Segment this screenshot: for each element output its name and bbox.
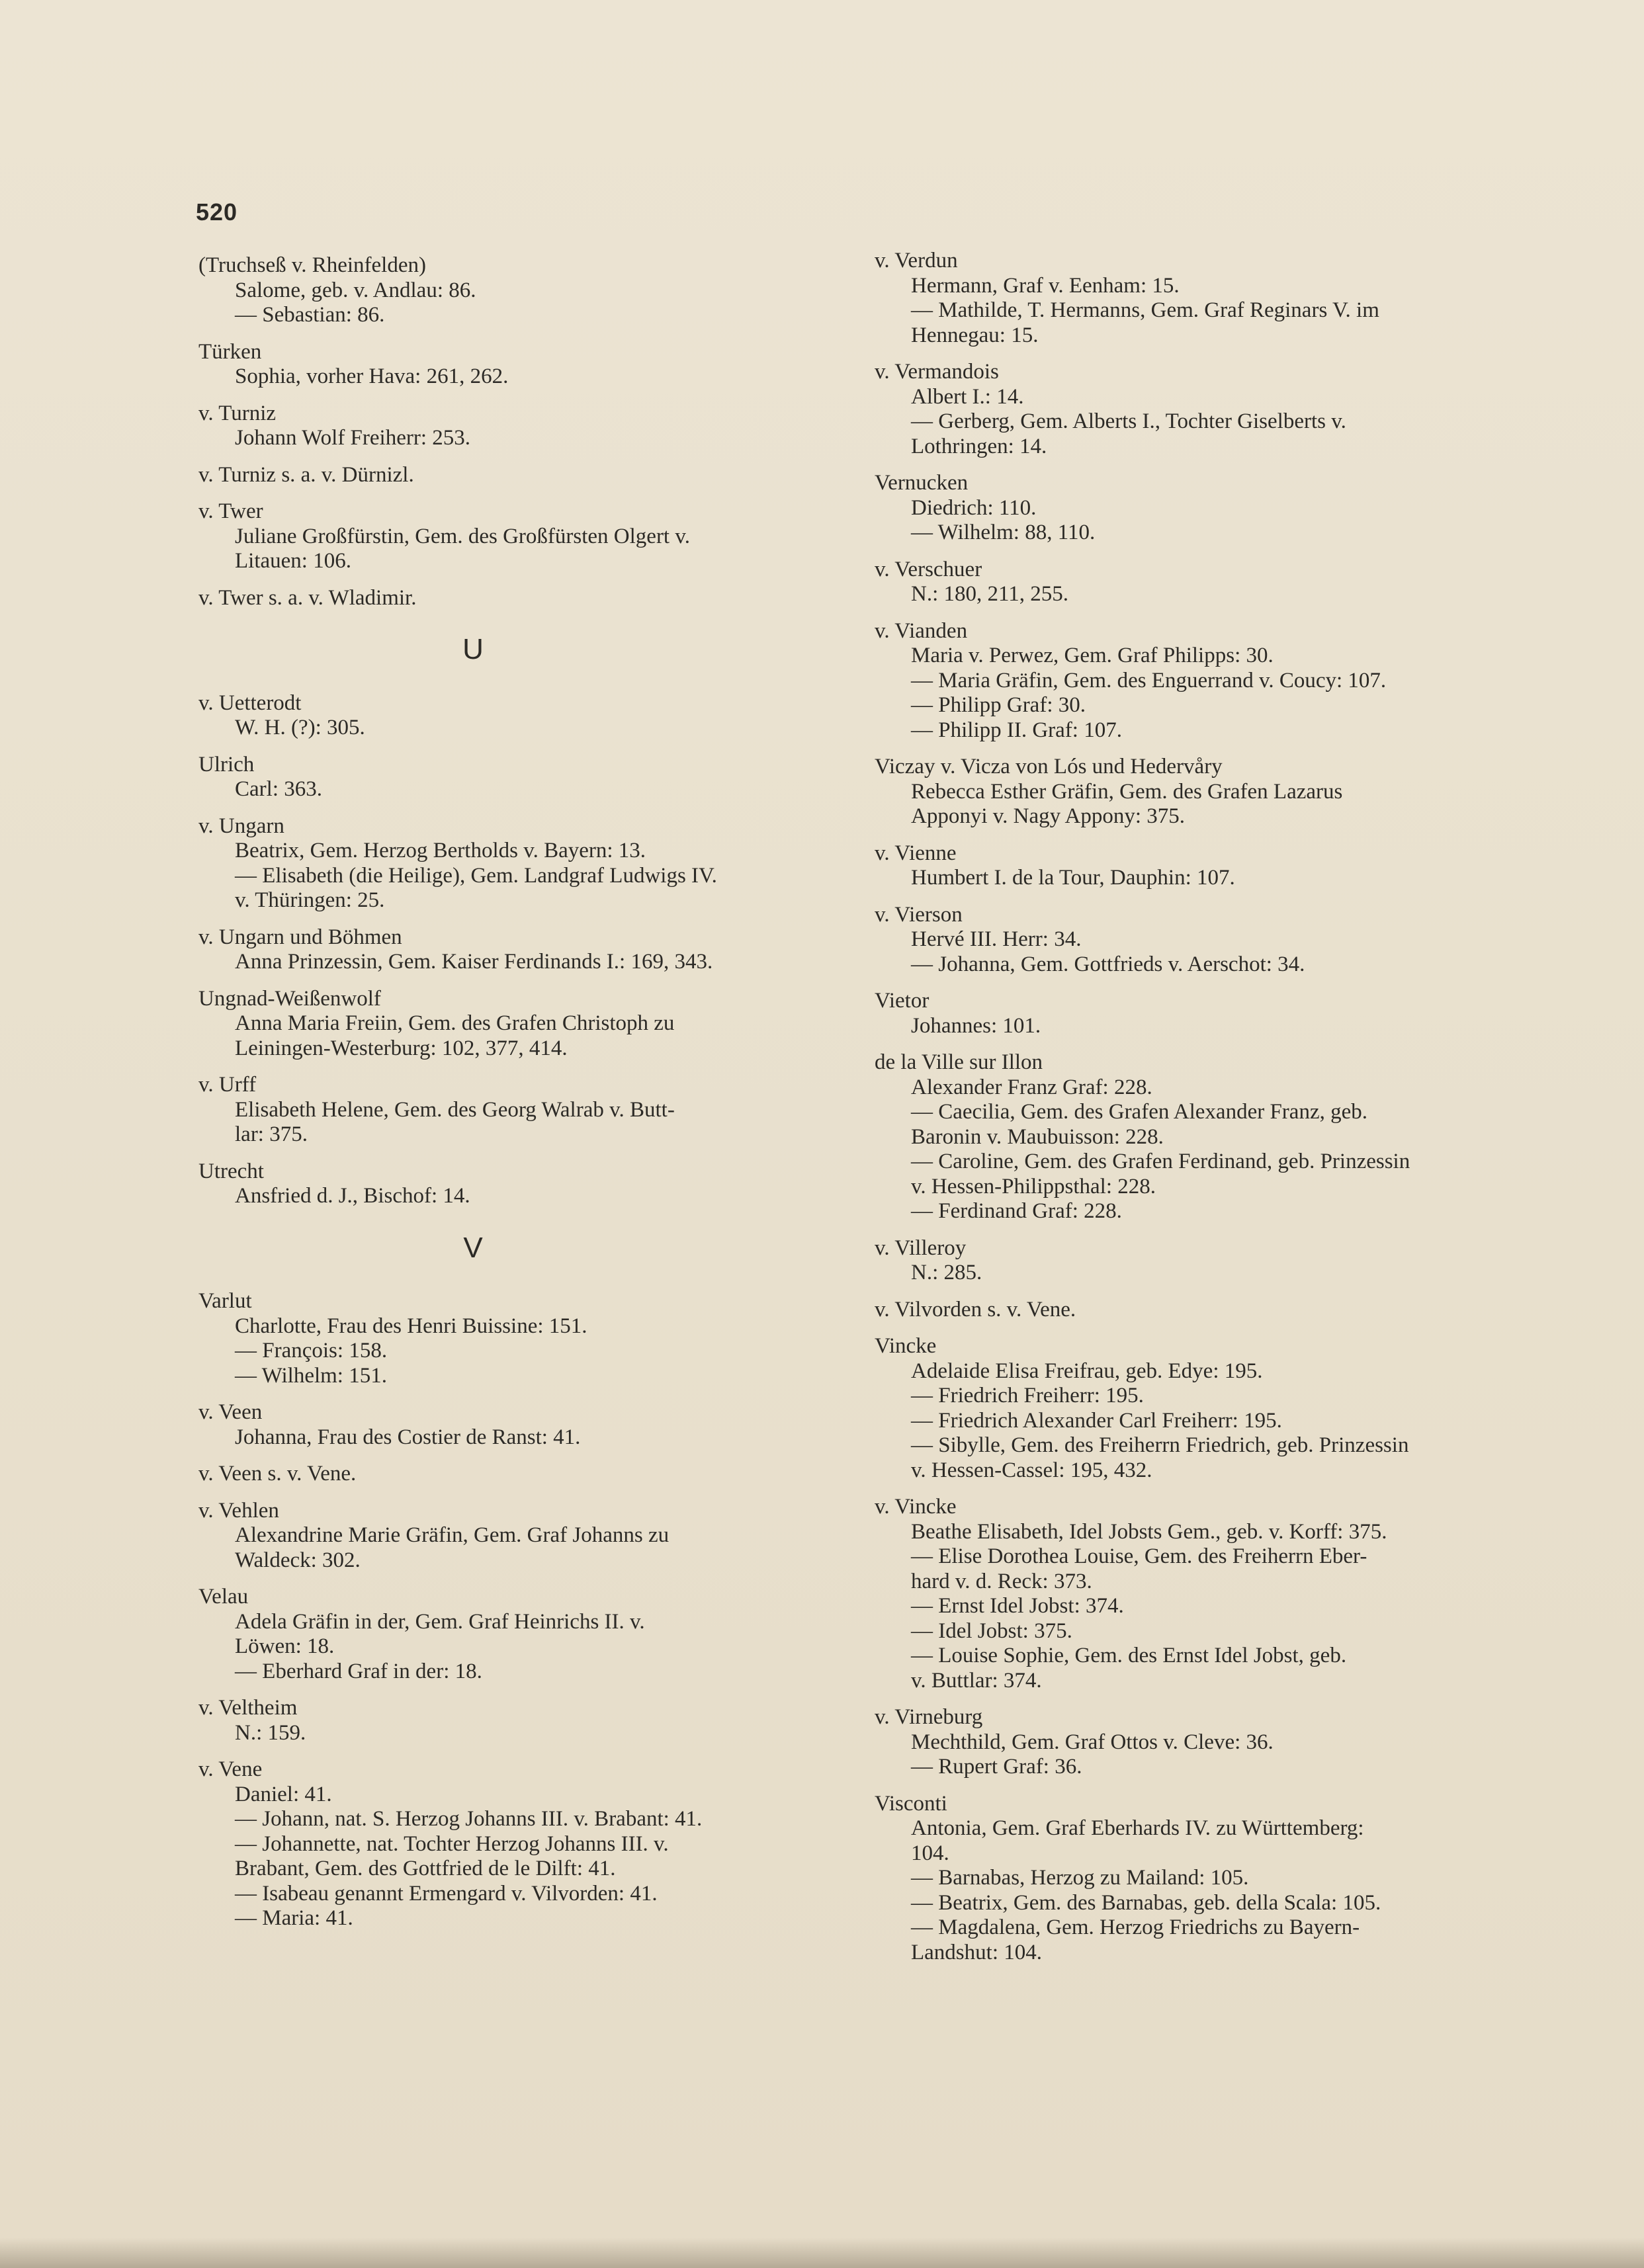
entry-line: v. Buttlar: 374. xyxy=(911,1668,1042,1693)
entry-line: — Wilhelm: 151. xyxy=(235,1363,387,1388)
entry-heading: Ulrich xyxy=(198,752,255,777)
entry-heading: v. Turniz xyxy=(198,401,277,425)
entry-line: — Elise Dorothea Louise, Gem. des Freiherrn Eber- xyxy=(911,1544,1367,1568)
entry-line: Leiningen-Westerburg: 102, 377, 414. xyxy=(235,1036,568,1060)
entry-line: Elisabeth Helene, Gem. des Georg Walrab v. Butt- xyxy=(235,1097,675,1122)
right-column xyxy=(875,249,1530,1977)
entry-heading: v. Ungarn und Böhmen xyxy=(198,925,402,949)
entry-line: Johannes: 101. xyxy=(911,1013,1041,1038)
entry-heading: v. Twer s. a. v. Wladimir. xyxy=(198,585,417,610)
entry-line: Anna Prinzessin, Gem. Kaiser Ferdinands I.: 169, 343. xyxy=(235,950,713,974)
entry-heading: v. Vincke xyxy=(875,1495,957,1519)
entry-line: Charlotte, Frau des Henri Buissine: 151. xyxy=(235,1314,587,1338)
entry-line: lar: 375. xyxy=(235,1122,308,1146)
entry-line: — Idel Jobst: 375. xyxy=(911,1618,1072,1643)
entry-line: Sophia, vorher Hava: 261, 262. xyxy=(235,364,509,388)
entry-heading: v. Verdun xyxy=(875,249,958,273)
index-entry xyxy=(875,1298,1530,1323)
entry-heading: v. Vehlen xyxy=(198,1498,279,1523)
entry-heading: v. Vianden xyxy=(875,618,968,643)
entry-line: — Friedrich Alexander Carl Freiherr: 195. xyxy=(911,1408,1282,1433)
entry-line: v. Thüringen: 25. xyxy=(235,888,385,912)
entry-line: Johann Wolf Freiherr: 253. xyxy=(235,426,471,450)
entry-line: Brabant, Gem. des Gottfried de le Dilft: 41. xyxy=(235,1857,616,1880)
entry-line: hard v. d. Reck: 373. xyxy=(911,1569,1092,1593)
entry-line: — Louise Sophie, Gem. des Ernst Idel Jobst, geb. xyxy=(911,1644,1347,1667)
entry-line: Adelaide Elisa Freifrau, geb. Edye: 195. xyxy=(911,1359,1263,1383)
entry-line: — Beatrix, Gem. des Barnabas, geb. della Scala: 105. xyxy=(911,1890,1381,1915)
entry-line: Johanna, Frau des Costier de Ranst: 41. xyxy=(235,1425,581,1449)
entry-line: — Rupert Graf: 36. xyxy=(911,1755,1082,1779)
entry-line: Daniel: 41. xyxy=(235,1782,332,1806)
entry-line: Antonia, Gem. Graf Eberhards IV. zu Württemberg: xyxy=(911,1816,1364,1840)
entry-line: Litauen: 106. xyxy=(235,549,351,573)
index-entry xyxy=(875,619,1530,743)
entry-line: Apponyi v. Nagy Appony: 375. xyxy=(911,804,1186,828)
entry-line: 104. xyxy=(911,1841,949,1865)
entry-line: — Gerberg, Gem. Alberts I., Tochter Giselberts v. xyxy=(911,409,1346,433)
entry-heading: Vietor xyxy=(875,989,930,1013)
index-entry xyxy=(198,1289,853,1388)
entry-line: — Elisabeth (die Heilige), Gem. Landgraf Ludwigs IV. xyxy=(235,863,717,888)
index-entry xyxy=(198,814,853,913)
entry-line: Maria v. Perwez, Gem. Graf Philipps: 30. xyxy=(911,644,1274,667)
entry-line: Diedrich: 110. xyxy=(911,495,1037,520)
entry-line: Löwen: 18. xyxy=(235,1634,335,1658)
entry-heading: Vernucken xyxy=(875,471,969,495)
entry-line: — Barnabas, Herzog zu Mailand: 105. xyxy=(911,1866,1249,1890)
entry-line: — Caecilia, Gem. des Grafen Alexander Franz, geb. xyxy=(911,1100,1367,1124)
entry-line: Anna Maria Freiin, Gem. des Grafen Christoph zu xyxy=(235,1011,675,1035)
index-entry xyxy=(875,1705,1530,1780)
entry-line: Beatrix, Gem. Herzog Bertholds v. Bayern: 13. xyxy=(235,839,646,862)
entry-line: W. H. (?): 305. xyxy=(235,716,365,739)
entry-heading: v. Verschuer xyxy=(875,557,982,581)
entry-heading: de la Ville sur Illon xyxy=(875,1050,1043,1074)
entry-line: Waldeck: 302. xyxy=(235,1548,361,1572)
section-letter-v: V xyxy=(463,1231,483,1264)
index-entry xyxy=(875,903,1530,978)
index-entry xyxy=(875,360,1530,459)
entry-line: Albert I.: 14. xyxy=(911,384,1024,409)
page-number: 520 xyxy=(196,198,238,226)
entry-heading: v. Villeroy xyxy=(875,1236,967,1260)
index-entry xyxy=(875,989,1530,1038)
entry-line: — François: 158. xyxy=(235,1339,388,1363)
entry-heading: v. Veltheim xyxy=(198,1696,298,1720)
index-entry xyxy=(875,1050,1530,1224)
entry-line: — Magdalena, Gem. Herzog Friedrichs zu Bayern- xyxy=(911,1915,1360,1939)
index-entry xyxy=(875,1236,1530,1286)
index-group-v-continued xyxy=(875,249,1530,1965)
entry-heading: Türken xyxy=(198,339,262,364)
index-entry xyxy=(198,1159,853,1209)
entry-line: Juliane Großfürstin, Gem. des Großfürsten Olgert v. xyxy=(235,524,690,548)
entry-line: v. Hessen-Cassel: 195, 432. xyxy=(911,1458,1152,1482)
entry-heading: v. Virneburg xyxy=(875,1705,983,1729)
index-entry xyxy=(875,755,1530,829)
index-group-t xyxy=(198,253,853,610)
entry-line: Mechthild, Gem. Graf Ottos v. Cleve: 36. xyxy=(911,1730,1274,1754)
entry-line: Adela Gräfin in der, Gem. Graf Heinrichs II. v. xyxy=(235,1609,645,1634)
entry-heading: Ungnad-Weißenwolf xyxy=(198,986,381,1011)
entry-line: — Philipp II. Graf: 107. xyxy=(911,718,1122,742)
index-entry xyxy=(198,1499,853,1574)
entry-line: Hervé III. Herr: 34. xyxy=(911,927,1082,951)
entry-line: Rebecca Esther Gräfin, Gem. des Grafen Lazarus xyxy=(911,779,1343,804)
index-group-u xyxy=(198,691,853,1209)
entry-line: Ansfried d. J., Bischof: 14. xyxy=(235,1184,470,1208)
index-entry xyxy=(198,1696,853,1745)
index-entry xyxy=(198,463,853,488)
entry-line: — Maria: 41. xyxy=(235,1906,353,1930)
index-entry xyxy=(198,925,853,975)
entry-line: — Johann, nat. S. Herzog Johanns III. v. Brabant: 41. xyxy=(235,1807,703,1831)
index-entry xyxy=(198,253,853,328)
index-entry xyxy=(198,691,853,741)
entry-line: — Isabeau genannt Ermengard v. Vilvorden: 41. xyxy=(235,1881,658,1906)
entry-heading: Varlut xyxy=(198,1289,252,1313)
left-column xyxy=(198,253,853,1943)
entry-line: — Ferdinand Graf: 228. xyxy=(911,1199,1122,1223)
entry-line: — Sebastian: 86. xyxy=(235,303,385,327)
entry-heading: v. Vienne xyxy=(875,841,957,865)
entry-line: N.: 285. xyxy=(911,1261,982,1284)
entry-heading: v. Uetterodt xyxy=(198,691,302,715)
entry-line: — Sibylle, Gem. des Freiherrn Friedrich, geb. Prinzessin xyxy=(911,1433,1409,1457)
entry-line: — Friedrich Freiherr: 195. xyxy=(911,1384,1144,1407)
entry-line: Humbert I. de la Tour, Dauphin: 107. xyxy=(911,866,1235,890)
entry-heading: Vincke xyxy=(875,1334,937,1358)
entry-heading: v. Ungarn xyxy=(198,814,284,838)
entry-heading: Utrecht xyxy=(198,1159,264,1183)
entry-heading: v. Urff xyxy=(198,1073,257,1097)
entry-line: — Mathilde, T. Hermanns, Gem. Graf Reginars V. im xyxy=(911,298,1379,322)
entry-line: Alexander Franz Graf: 228. xyxy=(911,1075,1152,1099)
entry-heading: v. Veen s. v. Vene. xyxy=(198,1462,357,1486)
entry-line: — Eberhard Graf in der: 18. xyxy=(235,1659,482,1683)
entry-heading: (Truchseß v. Rheinfelden) xyxy=(198,253,426,277)
index-entry xyxy=(875,1495,1530,1693)
entry-heading: v. Twer xyxy=(198,499,263,523)
index-entry xyxy=(198,401,853,451)
section-letter-u: U xyxy=(462,633,484,665)
index-entry xyxy=(875,471,1530,546)
entry-heading: v. Vermandois xyxy=(875,360,999,384)
entry-line: — Philipp Graf: 30. xyxy=(911,693,1086,717)
entry-heading: v. Vene xyxy=(198,1757,263,1781)
entry-line: — Wilhelm: 88, 110. xyxy=(911,521,1096,544)
entry-line: Hennegau: 15. xyxy=(911,323,1039,347)
entry-heading: v. Vierson xyxy=(875,902,963,927)
entry-heading: v. Turniz s. a. v. Dürnizl. xyxy=(198,462,414,487)
entry-heading: Visconti xyxy=(875,1791,947,1816)
entry-line: — Caroline, Gem. des Grafen Ferdinand, geb. Prinzessin xyxy=(911,1150,1410,1173)
entry-line: Lothringen: 14. xyxy=(911,434,1047,458)
index-entry xyxy=(198,499,853,574)
entry-line: — Johanna, Gem. Gottfrieds v. Aerschot: 34. xyxy=(911,952,1305,976)
index-entry xyxy=(875,558,1530,607)
entry-line: Salome, geb. v. Andlau: 86. xyxy=(235,278,476,302)
entry-heading: v. Veen xyxy=(198,1400,263,1424)
index-entry xyxy=(198,586,853,611)
entry-line: v. Hessen-Philippsthal: 228. xyxy=(911,1174,1156,1198)
entry-heading: Velau xyxy=(198,1585,249,1609)
entry-line: Baronin v. Maubuisson: 228. xyxy=(911,1124,1164,1149)
index-entry xyxy=(198,1585,853,1684)
entry-line: N.: 180, 211, 255. xyxy=(911,582,1069,606)
index-entry xyxy=(198,1073,853,1148)
index-group-v xyxy=(198,1289,853,1931)
entry-line: N.: 159. xyxy=(235,1720,306,1745)
index-entry xyxy=(198,753,853,802)
entry-line: Hermann, Graf v. Eenham: 15. xyxy=(911,273,1180,298)
index-entry xyxy=(875,249,1530,348)
entry-heading: v. Vilvorden s. v. Vene. xyxy=(875,1297,1076,1322)
entry-heading: Viczay v. Vicza von Lós und Hedervåry xyxy=(875,755,1223,778)
page-edge-shadow xyxy=(0,2238,1644,2268)
entry-line: — Ernst Idel Jobst: 374. xyxy=(911,1594,1124,1618)
entry-line: — Johannette, nat. Tochter Herzog Johanns III. v. xyxy=(235,1831,669,1856)
index-entry xyxy=(198,340,853,390)
index-entry xyxy=(875,1334,1530,1483)
entry-line: Carl: 363. xyxy=(235,777,322,801)
index-entry xyxy=(198,987,853,1062)
index-entry xyxy=(198,1400,853,1450)
entry-line: Alexandrine Marie Gräfin, Gem. Graf Johanns zu xyxy=(235,1523,670,1547)
index-entry xyxy=(198,1757,853,1931)
index-entry xyxy=(198,1462,853,1487)
index-entry xyxy=(875,1792,1530,1966)
index-entry xyxy=(875,841,1530,891)
entry-line: Landshut: 104. xyxy=(911,1940,1042,1964)
entry-line: Beathe Elisabeth, Idel Jobsts Gem., geb. v. Korff: 375. xyxy=(911,1519,1387,1544)
entry-line: — Maria Gräfin, Gem. des Enguerrand v. Coucy: 107. xyxy=(911,668,1387,693)
